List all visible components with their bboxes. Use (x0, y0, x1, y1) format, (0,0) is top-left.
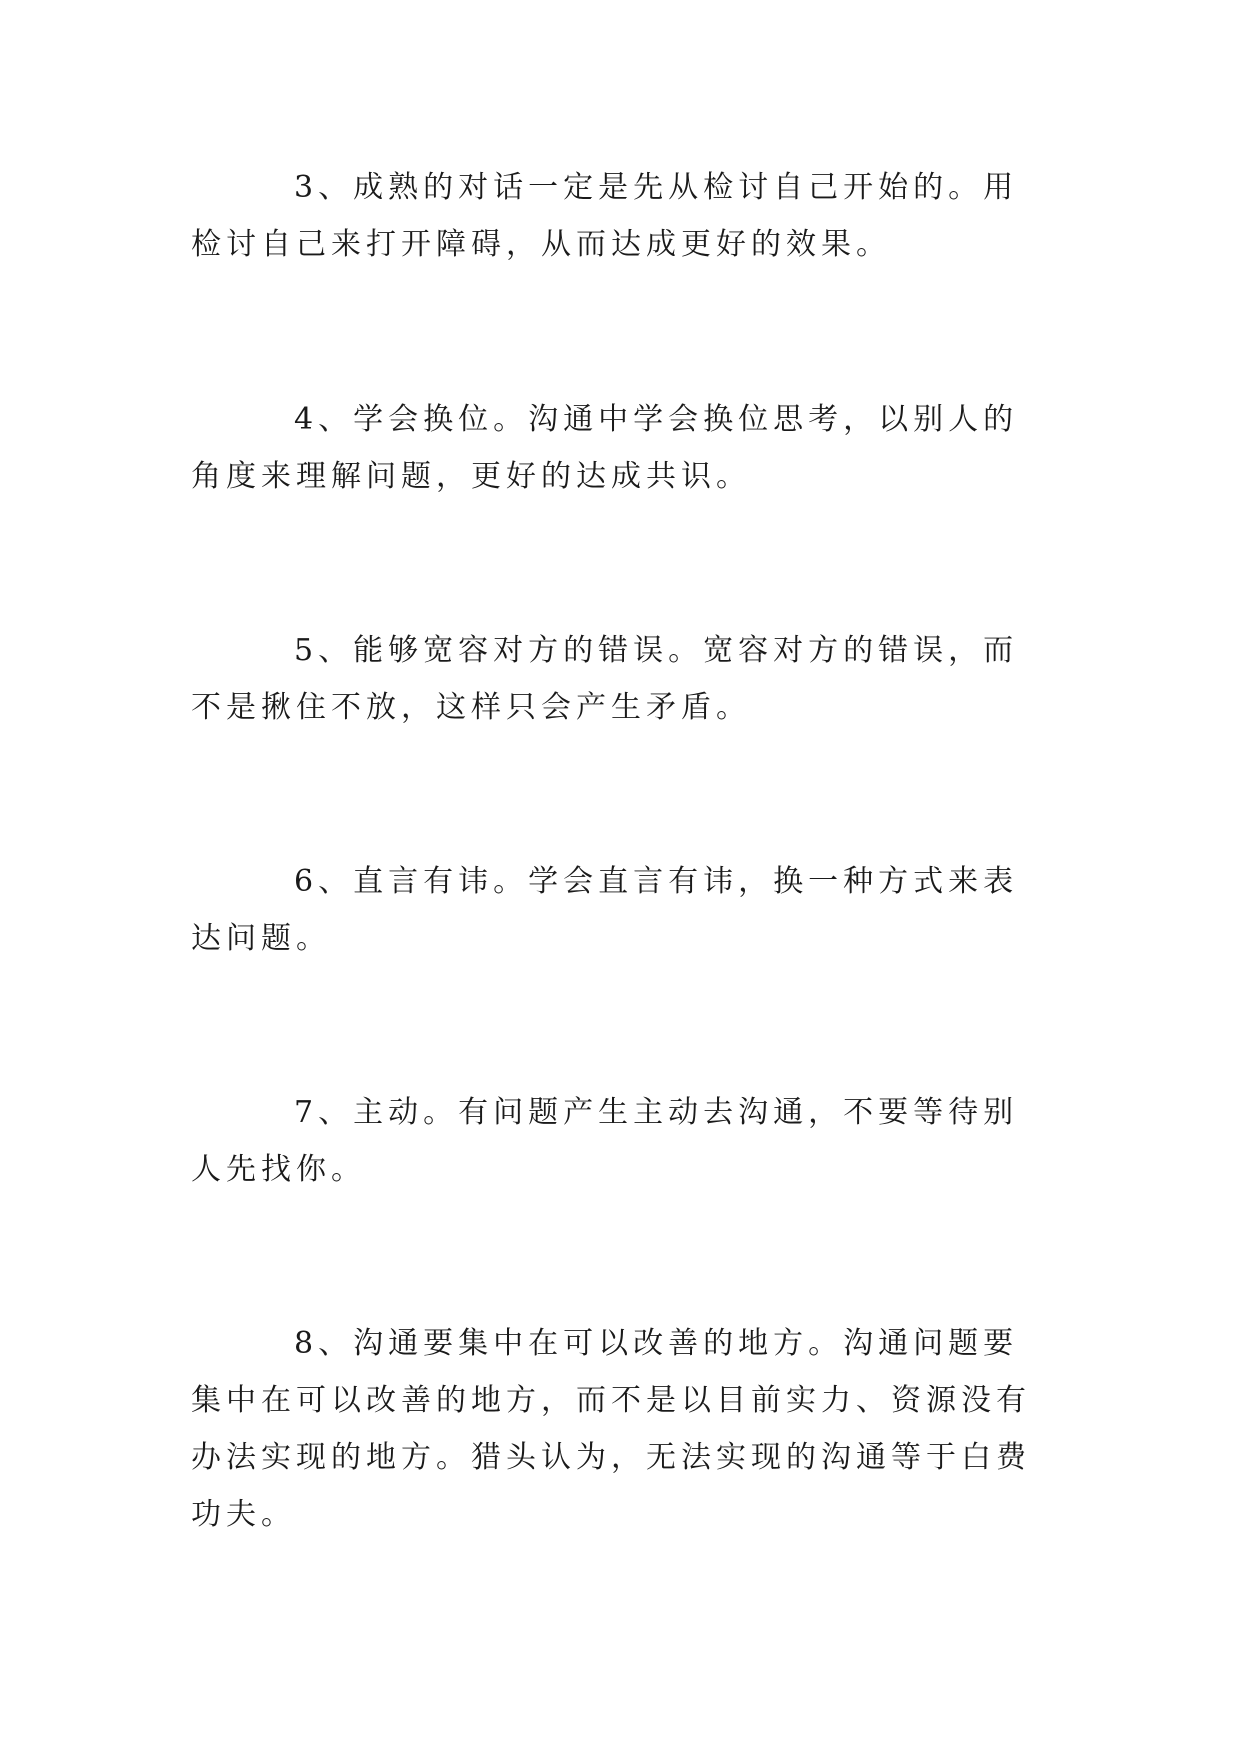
paragraph-7: 7、主动。有问题产生主动去沟通，不要等待别人先找你。 (191, 1095, 1019, 1187)
paragraph-5: 5、能够宽容对方的错误。宽容对方的错误，而不是揪住不放，这样只会产生矛盾。 (191, 633, 1019, 725)
paragraph-8: 8、沟通要集中在可以改善的地方。沟通问题要集中在可以改善的地方，而不是以目前实力、资源没有办法实现的地方。猎头认为，无法实现的沟通等于白费功夫。 (191, 1326, 1031, 1532)
paragraph-4: 4、学会换位。沟通中学会换位思考，以别人的角度来理解问题，更好的达成共识。 (191, 402, 1019, 494)
paragraph-3: 3、成熟的对话一定是先从检讨自己开始的。用检讨自己来打开障碍，从而达成更好的效果。 (191, 170, 1019, 262)
paragraph-6: 6、直言有讳。学会直言有讳，换一种方式来表达问题。 (191, 864, 1019, 956)
